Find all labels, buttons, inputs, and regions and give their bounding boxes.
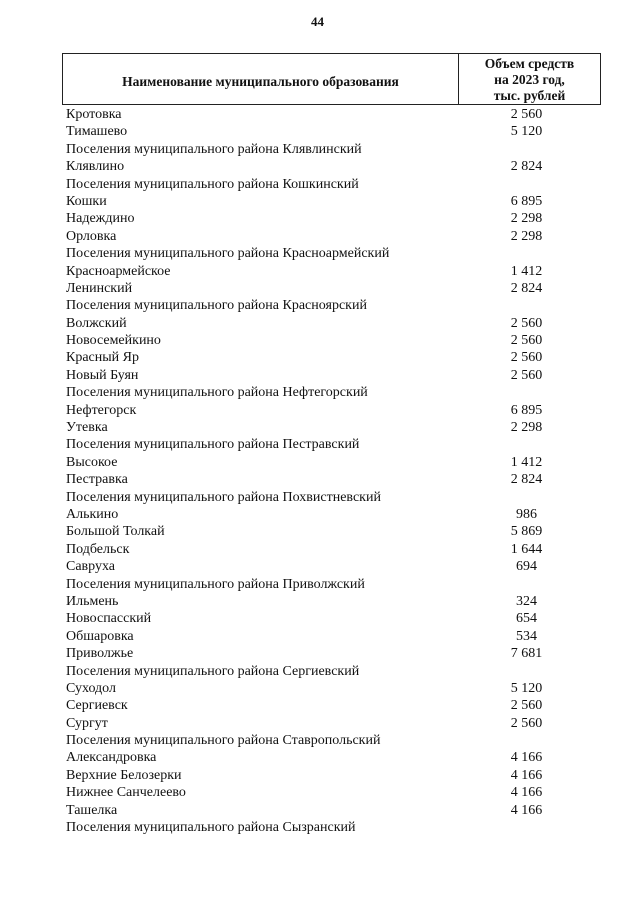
municipality-name: Поселения муниципального района Клявлинский — [66, 141, 362, 157]
municipality-name: Нефтегорск — [66, 402, 137, 418]
table-row — [62, 767, 601, 784]
table-row — [62, 176, 601, 193]
table-row — [62, 402, 601, 419]
municipality-name: Алькино — [66, 506, 119, 522]
municipality-name: Поселения муниципального района Кошкинский — [66, 176, 359, 192]
funding-amount — [458, 576, 601, 593]
funding-amount: 694 — [516, 559, 537, 575]
funding-amount: 1 412 — [510, 454, 543, 470]
table-row — [62, 297, 601, 314]
municipality-name: Поселения муниципального района Красноярский — [66, 298, 367, 314]
table-row — [62, 141, 601, 158]
table-row — [62, 819, 601, 836]
municipality-name: Высокое — [66, 454, 118, 470]
table-row — [62, 802, 601, 819]
table-row — [62, 576, 601, 593]
table-row — [62, 210, 601, 227]
funding-amount: 2 298 — [510, 228, 543, 244]
funding-amount: 324 — [516, 593, 537, 609]
table-row — [62, 454, 601, 471]
funding-amount — [458, 384, 601, 401]
column-header-amount-line: на 2023 год, — [494, 72, 565, 87]
column-header-amount — [459, 54, 600, 104]
funding-amount: 2 560 — [510, 698, 543, 714]
funding-amount: 2 560 — [510, 107, 543, 122]
funding-amount: 4 166 — [510, 785, 543, 801]
municipality-name: Кошки — [66, 193, 107, 209]
table-header — [62, 53, 601, 105]
municipality-name: Тимашево — [66, 124, 128, 140]
municipality-name: Надеждино — [66, 211, 135, 227]
funding-amount: 1 644 — [510, 541, 543, 557]
table-row — [62, 263, 601, 280]
municipality-name: Поселения муниципального района Красноармейский — [66, 246, 390, 262]
table-row — [62, 436, 601, 453]
funding-amount: 6 895 — [510, 402, 543, 418]
table-row — [62, 123, 601, 140]
funding-amount — [458, 141, 601, 158]
table-row — [62, 106, 601, 123]
municipality-name: Сургут — [66, 715, 108, 731]
table-row — [62, 489, 601, 506]
funding-amount — [458, 663, 601, 680]
table-row — [62, 749, 601, 766]
funding-amount: 5 869 — [510, 524, 543, 540]
table-row — [62, 715, 601, 732]
funding-amount: 2 560 — [510, 350, 543, 366]
table-row — [62, 628, 601, 645]
table-row — [62, 349, 601, 366]
municipality-name: Красноармейское — [66, 263, 171, 279]
funding-amount: 534 — [516, 628, 537, 644]
funding-amount — [458, 436, 601, 453]
municipality-name: Суходол — [66, 680, 116, 696]
funding-amount: 2 824 — [510, 472, 543, 488]
column-header-amount-line: тыс. рублей — [493, 88, 566, 103]
municipality-name: Поселения муниципального района Нефтегорский — [66, 385, 368, 401]
municipality-name: Поселения муниципального района Ставропольский — [66, 733, 381, 749]
table-row — [62, 645, 601, 662]
table-row — [62, 697, 601, 714]
funding-amount: 4 166 — [510, 802, 543, 818]
municipality-name: Приволжье — [66, 646, 134, 662]
funding-amount: 2 298 — [510, 420, 543, 436]
table-row — [62, 610, 601, 627]
municipality-name: Большой Толкай — [66, 524, 165, 540]
municipality-name: Новый Буян — [66, 367, 139, 383]
municipality-name: Верхние Белозерки — [66, 767, 182, 783]
table-row — [62, 245, 601, 262]
municipality-name: Александровка — [66, 750, 157, 766]
table-row — [62, 506, 601, 523]
municipality-name: Обшаровка — [66, 628, 134, 644]
table-row — [62, 419, 601, 436]
table-row — [62, 315, 601, 332]
table-row — [62, 471, 601, 488]
table-row — [62, 280, 601, 297]
table-row — [62, 680, 601, 697]
municipality-name: Поселения муниципального района Сызранский — [66, 820, 356, 836]
municipality-name: Клявлино — [66, 159, 125, 175]
municipality-name: Поселения муниципального района Пестравский — [66, 437, 360, 453]
municipality-name: Новосемейкино — [66, 333, 161, 349]
municipality-name: Савруха — [66, 559, 116, 575]
municipality-name: Орловка — [66, 228, 117, 244]
funding-amount: 2 560 — [510, 715, 543, 731]
table-row — [62, 784, 601, 801]
municipality-name: Пестравка — [66, 472, 128, 488]
funding-amount — [458, 732, 601, 749]
funding-amount: 986 — [516, 506, 537, 522]
table-row — [62, 367, 601, 384]
funding-amount — [458, 489, 601, 506]
funding-amount: 2 560 — [510, 333, 543, 349]
funding-amount: 4 166 — [510, 750, 543, 766]
page-number: 44 — [311, 14, 324, 29]
funding-amount: 2 824 — [510, 280, 543, 296]
funding-amount — [458, 297, 601, 314]
table-row — [62, 384, 601, 401]
municipality-name: Поселения муниципального района Сергиевский — [66, 663, 360, 679]
column-header-amount-line: Объем средств — [484, 56, 575, 71]
municipality-name: Утевка — [66, 420, 108, 436]
funding-amount — [458, 819, 601, 836]
funding-amount: 2 560 — [510, 315, 543, 331]
funding-amount: 654 — [516, 611, 537, 627]
funding-amount: 2 824 — [510, 159, 543, 175]
municipality-name: Новоспасский — [66, 611, 152, 627]
table-row — [62, 332, 601, 349]
municipality-name: Ильмень — [66, 593, 119, 609]
funding-amount: 1 412 — [510, 263, 543, 279]
funding-amount: 5 120 — [510, 680, 543, 696]
table-row — [62, 558, 601, 575]
municipality-name: Ташелка — [66, 802, 118, 818]
table-row — [62, 541, 601, 558]
municipality-name: Волжский — [66, 315, 127, 331]
table-body — [62, 106, 601, 836]
table-row — [62, 158, 601, 175]
table-row — [62, 732, 601, 749]
municipality-name: Поселения муниципального района Похвистневский — [66, 489, 381, 505]
column-header-name: Наименование муниципального образования — [63, 54, 459, 104]
funding-amount: 2 298 — [510, 211, 543, 227]
table-row — [62, 193, 601, 210]
table-row — [62, 228, 601, 245]
municipality-name: Кротовка — [66, 107, 122, 122]
funding-amount: 4 166 — [510, 767, 543, 783]
table-row — [62, 663, 601, 680]
funding-amount — [458, 176, 601, 193]
table-row — [62, 593, 601, 610]
funding-amount: 2 560 — [510, 367, 543, 383]
funding-amount: 7 681 — [510, 646, 543, 662]
municipality-name: Поселения муниципального района Приволжский — [66, 576, 365, 592]
municipality-name: Подбельск — [66, 541, 130, 557]
funding-amount: 5 120 — [510, 124, 543, 140]
table-row — [62, 523, 601, 540]
municipality-name: Красный Яр — [66, 350, 139, 366]
municipality-name: Ленинский — [66, 280, 133, 296]
funding-amount — [458, 245, 601, 262]
municipality-name: Нижнее Санчелеево — [66, 785, 186, 801]
municipality-name: Сергиевск — [66, 698, 128, 714]
funding-amount: 6 895 — [510, 193, 543, 209]
